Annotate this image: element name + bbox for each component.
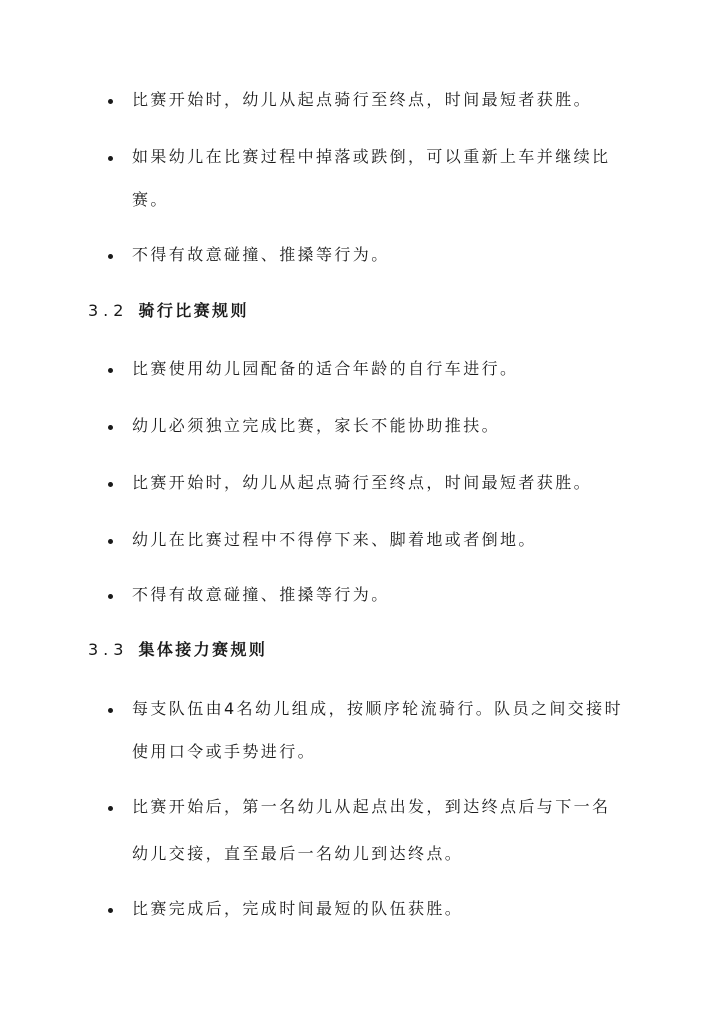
bullet-dot — [108, 806, 113, 811]
list-item-text-continued: 幼儿交接，直至最后一名幼儿到达终点。 — [132, 844, 464, 863]
list-item-text: 比赛开始时，幼儿从起点骑行至终点，时间最短者获胜。 — [132, 90, 593, 109]
section-heading — [88, 640, 267, 660]
list-item-text: 幼儿必须独立完成比赛，家长不能协助推扶。 — [132, 416, 501, 435]
bullet-dot — [108, 156, 113, 161]
list-item-text: 如果幼儿在比赛过程中掉落或跌倒，可以重新上车并继续比 — [132, 147, 611, 166]
bullet-dot — [108, 254, 113, 259]
list-item-text: 不得有故意碰撞、推搡等行为。 — [132, 585, 390, 604]
list-item-text: 比赛使用幼儿园配备的适合年龄的自行车进行。 — [132, 359, 519, 378]
list-item-text: 比赛开始时，幼儿从起点骑行至终点，时间最短者获胜。 — [132, 473, 593, 492]
list-item-text: 幼儿在比赛过程中不得停下来、脚着地或者倒地。 — [132, 530, 537, 549]
bullet-dot — [108, 594, 113, 599]
bullet-dot — [108, 482, 113, 487]
section-heading — [88, 301, 249, 321]
section-number: 3.3 — [88, 640, 129, 659]
bullet-dot — [108, 425, 113, 430]
list-item-text-continued: 使用口令或手势进行。 — [132, 742, 317, 761]
list-item-text: 比赛完成后，完成时间最短的队伍获胜。 — [132, 899, 464, 918]
section-number: 3.2 — [88, 301, 129, 320]
section-title: 骑行比赛规则 — [138, 301, 249, 320]
list-item-text: 每支队伍由4名幼儿组成，按顺序轮流骑行。队员之间交接时 — [132, 699, 623, 718]
bullet-dot — [108, 368, 113, 373]
list-item-text: 不得有故意碰撞、推搡等行为。 — [132, 245, 390, 264]
bullet-dot — [108, 908, 113, 913]
list-item-text-continued: 赛。 — [132, 190, 169, 209]
section-title: 集体接力赛规则 — [138, 640, 268, 659]
bullet-dot — [108, 99, 113, 104]
bullet-dot — [108, 708, 113, 713]
bullet-dot — [108, 539, 113, 544]
list-item-text: 比赛开始后，第一名幼儿从起点出发，到达终点后与下一名 — [132, 797, 611, 816]
